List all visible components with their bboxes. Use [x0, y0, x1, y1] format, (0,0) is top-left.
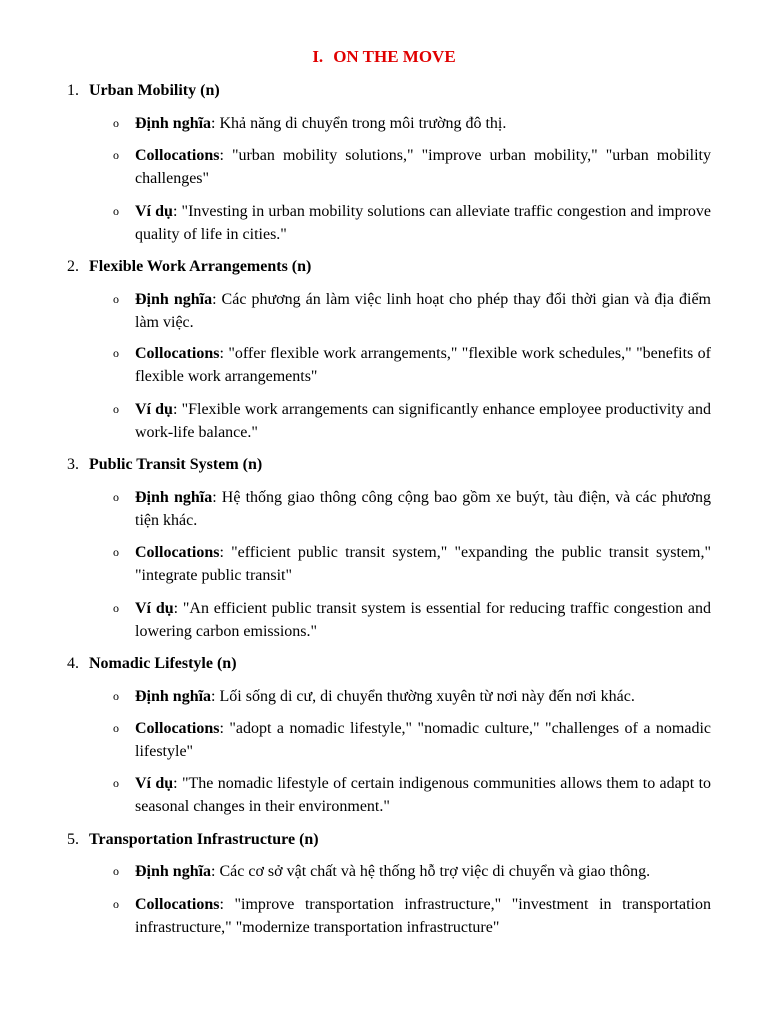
- collocations-item: [113, 144, 713, 190]
- term-number: 2.: [67, 258, 79, 275]
- item-label: Định nghĩa: [135, 688, 212, 705]
- item-label: Định nghĩa: [135, 115, 212, 132]
- item-label: Ví dụ: [135, 203, 173, 220]
- term-number: 3.: [67, 456, 79, 473]
- item-text: : "Flexible work arrangements can significantly enhance employee productivity and work-life balance.": [135, 401, 712, 441]
- definition-item: [113, 685, 713, 708]
- term-title: Urban Mobility (n): [89, 82, 220, 99]
- example-item: [113, 597, 713, 643]
- bullet-icon: o: [113, 148, 119, 162]
- bullet-icon: o: [113, 689, 119, 703]
- item-label: Collocations: [135, 544, 220, 561]
- item-text: : "adopt a nomadic lifestyle," "nomadic culture," "challenges of a nomadic lifestyle": [135, 720, 711, 760]
- term-heading: [67, 652, 237, 675]
- item-text: : "efficient public transit system," "expanding the public transit system," "integrate public transit": [135, 544, 711, 584]
- bullet-icon: o: [113, 864, 119, 878]
- bullet-icon: o: [113, 721, 119, 735]
- item-label: Collocations: [135, 147, 220, 164]
- term-number: 5.: [67, 831, 79, 848]
- term-title: Transportation Infrastructure (n): [89, 831, 319, 848]
- definition-item: [113, 860, 713, 883]
- term-number: 1.: [67, 82, 79, 99]
- bullet-icon: o: [113, 490, 119, 504]
- item-text: : Các cơ sở vật chất và hệ thống hỗ trợ việc di chuyển và giao thông.: [211, 863, 651, 880]
- bullet-icon: o: [113, 601, 119, 615]
- collocations-item: [113, 893, 713, 939]
- item-text: : Lối sống di cư, di chuyển thường xuyên từ nơi này đến nơi khác.: [211, 688, 635, 705]
- example-item: [113, 772, 713, 818]
- section-heading: [0, 45, 768, 68]
- term-heading: [67, 453, 262, 476]
- bullet-icon: o: [113, 116, 119, 130]
- collocations-item: [113, 541, 713, 587]
- bullet-icon: o: [113, 545, 119, 559]
- item-text: : Khả năng di chuyển trong môi trường đô thị.: [211, 115, 507, 132]
- section-title: ON THE MOVE: [333, 47, 456, 66]
- bullet-icon: o: [113, 402, 119, 416]
- item-label: Ví dụ: [135, 775, 174, 792]
- bullet-icon: o: [113, 204, 119, 218]
- definition-item: [113, 288, 713, 334]
- term-title: Flexible Work Arrangements (n): [89, 258, 312, 275]
- term-heading: [67, 828, 319, 851]
- item-text: : "urban mobility solutions," "improve urban mobility," "urban mobility challenges": [135, 147, 711, 187]
- collocations-item: [113, 342, 713, 388]
- collocations-item: [113, 717, 713, 763]
- term-title: Public Transit System (n): [89, 456, 263, 473]
- item-text: : Hệ thống giao thông công cộng bao gồm xe buýt, tàu điện, và các phương tiện khác.: [135, 489, 712, 529]
- item-text: : "Investing in urban mobility solutions can alleviate traffic congestion and improve quality of life in cities.": [135, 203, 711, 243]
- term-heading: [67, 255, 311, 278]
- example-item: [113, 398, 713, 444]
- example-item: [113, 200, 713, 246]
- bullet-icon: o: [113, 346, 119, 360]
- term-title: Nomadic Lifestyle (n): [89, 655, 237, 672]
- item-text: : "The nomadic lifestyle of certain indigenous communities allows them to adapt to seasonal changes in their environment.": [135, 775, 712, 815]
- term-number: 4.: [67, 655, 79, 672]
- item-label: Định nghĩa: [135, 489, 213, 506]
- section-number: I.: [312, 47, 324, 66]
- bullet-icon: o: [113, 776, 119, 790]
- item-label: Collocations: [135, 896, 220, 913]
- item-label: Ví dụ: [135, 600, 174, 617]
- term-heading: [67, 79, 220, 102]
- item-label: Collocations: [135, 345, 220, 362]
- item-label: Ví dụ: [135, 401, 173, 418]
- bullet-icon: o: [113, 897, 119, 911]
- item-text: : "improve transportation infrastructure," "investment in transportation infrastructure," "modernize transportation infrastructure": [135, 896, 711, 936]
- item-label: Collocations: [135, 720, 220, 737]
- definition-item: [113, 486, 713, 532]
- definition-item: [113, 112, 713, 135]
- item-text: : "An efficient public transit system is essential for reducing traffic congestion and lowering carbon emissions.": [135, 600, 712, 640]
- item-label: Định nghĩa: [135, 291, 213, 308]
- item-label: Định nghĩa: [135, 863, 212, 880]
- item-text: : "offer flexible work arrangements," "flexible work schedules," "benefits of flexible work arrangements": [135, 345, 711, 385]
- item-text: : Các phương án làm việc linh hoạt cho phép thay đổi thời gian và địa điểm làm việc.: [135, 291, 711, 331]
- bullet-icon: o: [113, 292, 119, 306]
